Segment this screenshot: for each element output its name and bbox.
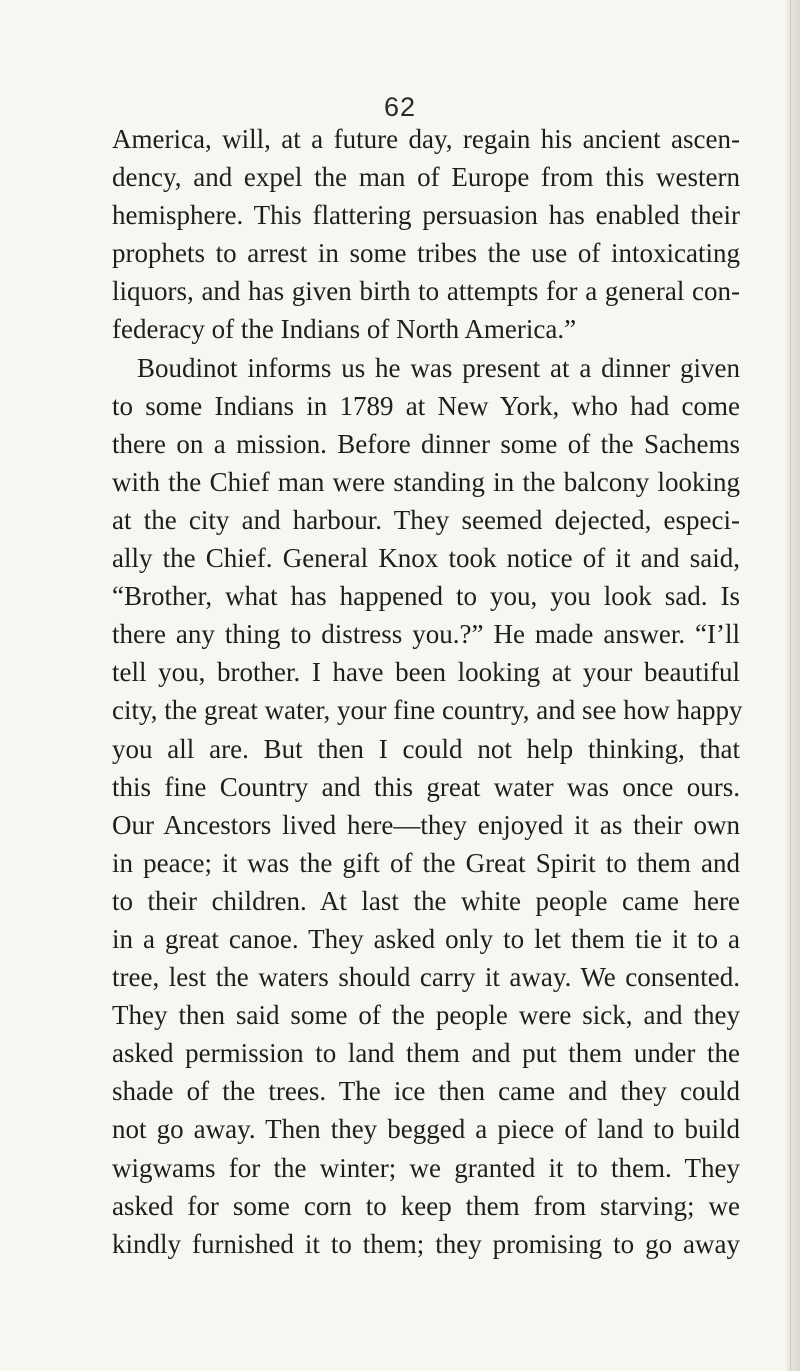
text-line: this fine Country and this great water was once ours. bbox=[112, 771, 740, 802]
text-line: asked for some corn to keep them from starving; we bbox=[112, 1190, 740, 1221]
text-line: shade of the trees. The ice then came and they could bbox=[112, 1076, 740, 1107]
text-line: tree, lest the waters should carry it away. We consented. bbox=[112, 962, 740, 993]
text-line: not go away. Then they begged a piece of land to build bbox=[112, 1114, 740, 1145]
text-line: city, the great water, your fine country, and see how happy bbox=[112, 695, 743, 726]
text-line: dency, and expel the man of Europe from this western bbox=[112, 162, 740, 193]
text-line: with the Chief man were standing in the balcony looking bbox=[112, 466, 740, 497]
text-line: ally the Chief. General Knox took notice of it and said, bbox=[112, 543, 740, 574]
text-line: Our Ancestors lived here—they enjoyed it as their own bbox=[112, 809, 740, 840]
text-line: wigwams for the winter; we granted it to them. They bbox=[112, 1152, 740, 1183]
paragraph-start-line: Boudinot informs us he was present at a dinner given bbox=[137, 352, 740, 383]
page-edge-shadow bbox=[786, 0, 800, 1371]
text-line: in a great canoe. They asked only to let them tie it to a bbox=[112, 923, 740, 954]
page-edge-line bbox=[790, 0, 791, 1371]
text-line: you all are. But then I could not help thinking, that bbox=[112, 733, 740, 764]
text-line: hemisphere. This flattering persuasion has enabled their bbox=[112, 200, 740, 231]
text-line: there on a mission. Before dinner some of the Sachems bbox=[112, 428, 740, 459]
text-line: to some Indians in 1789 at New York, who had come bbox=[112, 390, 740, 421]
text-line: prophets to arrest in some tribes the use of intoxicating bbox=[112, 238, 740, 269]
text-line: They then said some of the people were sick, and they bbox=[112, 1000, 740, 1031]
text-line: America, will, at a future day, regain his ancient ascen- bbox=[112, 124, 740, 154]
text-line: “Brother, what has happened to you, you look sad. Is bbox=[112, 581, 740, 612]
text-line: tell you, brother. I have been looking at your beautiful bbox=[112, 657, 740, 688]
text-line: at the city and harbour. They seemed dejected, especi- bbox=[112, 504, 740, 535]
text-line: liquors, and has given birth to attempts for a general con- bbox=[112, 276, 740, 307]
text-line: federacy of the Indians of North America.” bbox=[112, 314, 577, 345]
page-number: 62 bbox=[383, 92, 417, 122]
text-line: to their children. At last the white people came here bbox=[112, 885, 740, 916]
text-line: there any thing to distress you.?” He made answer. “I’ll bbox=[112, 619, 740, 650]
text-line: in peace; it was the gift of the Great Spirit to them and bbox=[112, 847, 740, 878]
text-line: asked permission to land them and put them under the bbox=[112, 1038, 740, 1069]
text-line: kindly furnished it to them; they promising to go away bbox=[112, 1228, 740, 1259]
body-text bbox=[112, 120, 743, 1263]
